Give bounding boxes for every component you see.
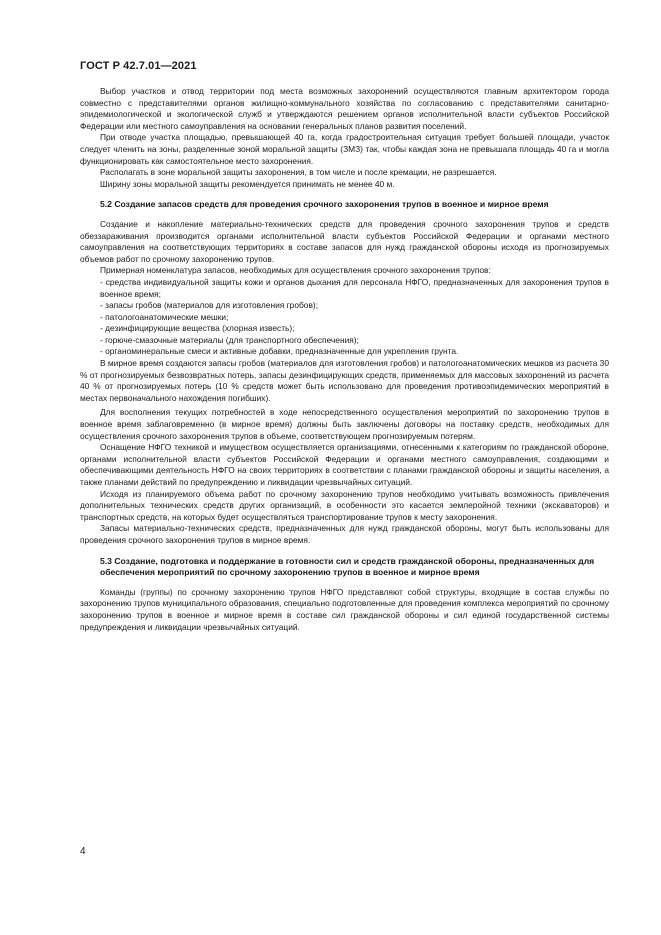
page-number: 4	[80, 846, 86, 857]
paragraph: Ширину зоны моральной защиты рекомендуется принимать не менее 40 м.	[100, 178, 395, 189]
paragraph: Для восполнения текущих потребностей в ходе непосредственного осуществления мероприятий по захоронению трупов в военное время заблаговременно (в мирное время) должны быть заключены договоры на поставку средств, необходимых для осуществления срочного захоронения трупов в объеме, соответствующем прогнозируемым потерям.	[80, 407, 609, 441]
list-item: - дезинфицирующие вещества (хлорная известь);	[100, 323, 295, 334]
paragraph: Запасы материально-технических средств, предназначенных для нужд гражданской обороны, могут быть использованы для проведения срочного захоронения трупов в мирное время.	[80, 523, 609, 545]
list-item: - горюче-смазочные материалы (для транспортного обеспечения);	[100, 334, 359, 345]
paragraph: В мирное время создаются запасы гробов (материалов для изготовления гробов) и патологоанатомических мешков из расчета 30 % от прогнозируемых безвозвратных потерь, запасы дезинфицирующих средств, применяемых для массовых захоронений из расчета 40 % от прогнозируемых потерь (10 % средств может быть использовано для проведения противоэпидемических мероприятий в местах первоначального нахождения погибших).	[80, 358, 609, 403]
list-item: - патологоанатомические мешки;	[100, 311, 229, 322]
paragraph: Выбор участков и отвод территории под места возможных захоронений осуществляются главным архитектором города совместно с представителями органов жилищно-коммунального хозяйства по согласованию с представителями санитарно-эпидемиологической и экологической служб и утверждаются решением органов исполнительной власти субъектов Российской Федерации или местного самоуправления на основании генеральных планов развития поселений.	[80, 86, 609, 131]
paragraph: Команды (группы) по срочному захоронению трупов НФГО представляют собой структуры, входящие в состав службы по захоронению трупов муниципального образования, специально подготовленные для проведения комплекса мероприятий по срочному захоронению трупов в военное и мирное время в составе сил гражданской обороны и сил единой государственной системы предупреждения и ликвидации чрезвычайных ситуаций.	[80, 586, 609, 632]
paragraph: При отводе участка площадью, превышающей 40 га, когда градостроительная ситуация требует большей площади, участок следует членить на зоны, разделенные зоной моральной защиты (ЗМЗ) так, чтобы каждая зона не превышала площадь 40 га и могла функционировать как самостоятельное место захоронения.	[80, 132, 609, 166]
section-heading-5-2: 5.2 Создание запасов средств для проведения срочного захоронения трупов в военное и мирное время	[100, 199, 549, 210]
document-code-header: ГОСТ Р 42.7.01—2021	[80, 60, 197, 72]
paragraph: Располагать в зоне моральной защиты захоронения, в том числе и после кремации, не разрешается.	[100, 167, 497, 178]
paragraph: Исходя из планируемого объема работ по срочному захоронению трупов необходимо учитывать возможность привлечения дополнительных технических средств других организаций, в особенности это касается землеройной техники (экскаваторов) и транспортных средств, на которых будет осуществляться транспортирование трупов к месту захоронения.	[80, 488, 609, 522]
paragraph: Примерная номенклатура запасов, необходимых для осуществления срочного захоронения трупов:	[100, 265, 491, 276]
paragraph: Оснащение НФГО техникой и имуществом осуществляется организациями, отнесенными к категориям по гражданской обороне, органами исполнительной власти субъектов Российской Федерации и органами местного самоуправления, создающими и обеспечивающими деятельность НФГО на своих территориях в соответствии с планами гражданской обороны и защиты населения, а также планами действий по предупреждению и ликвидации чрезвычайных ситуаций.	[80, 442, 609, 487]
section-heading-5-3: 5.3 Создание, подготовка и поддержание в готовности сил и средств гражданской обороны, предназначенных для обеспечения мероприятий по срочному захоронению трупов в военное и мирное время	[100, 555, 595, 578]
paragraph: Создание и накопление материально-технических средств для проведения срочного захоронения трупов и средств обеззараживания производится органами исполнительной власти субъектов Российской Федерации и органами местного самоуправления на соответствующих территориях в составе запасов для нужд гражданской обороны исходя из прогнозируемых объемов работ по срочному захоронению трупов.	[80, 218, 609, 264]
list-item: - средства индивидуальной защиты кожи и органов дыхания для персонала НФГО, предназначенных для захоронения трупов в военное время;	[100, 276, 609, 299]
list-item: - органоминеральные смеси и активные добавки, предназначенные для укрепления грунта.	[100, 346, 459, 357]
list-item: - запасы гробов (материалов для изготовления гробов);	[100, 300, 319, 311]
document-body	[80, 86, 609, 633]
